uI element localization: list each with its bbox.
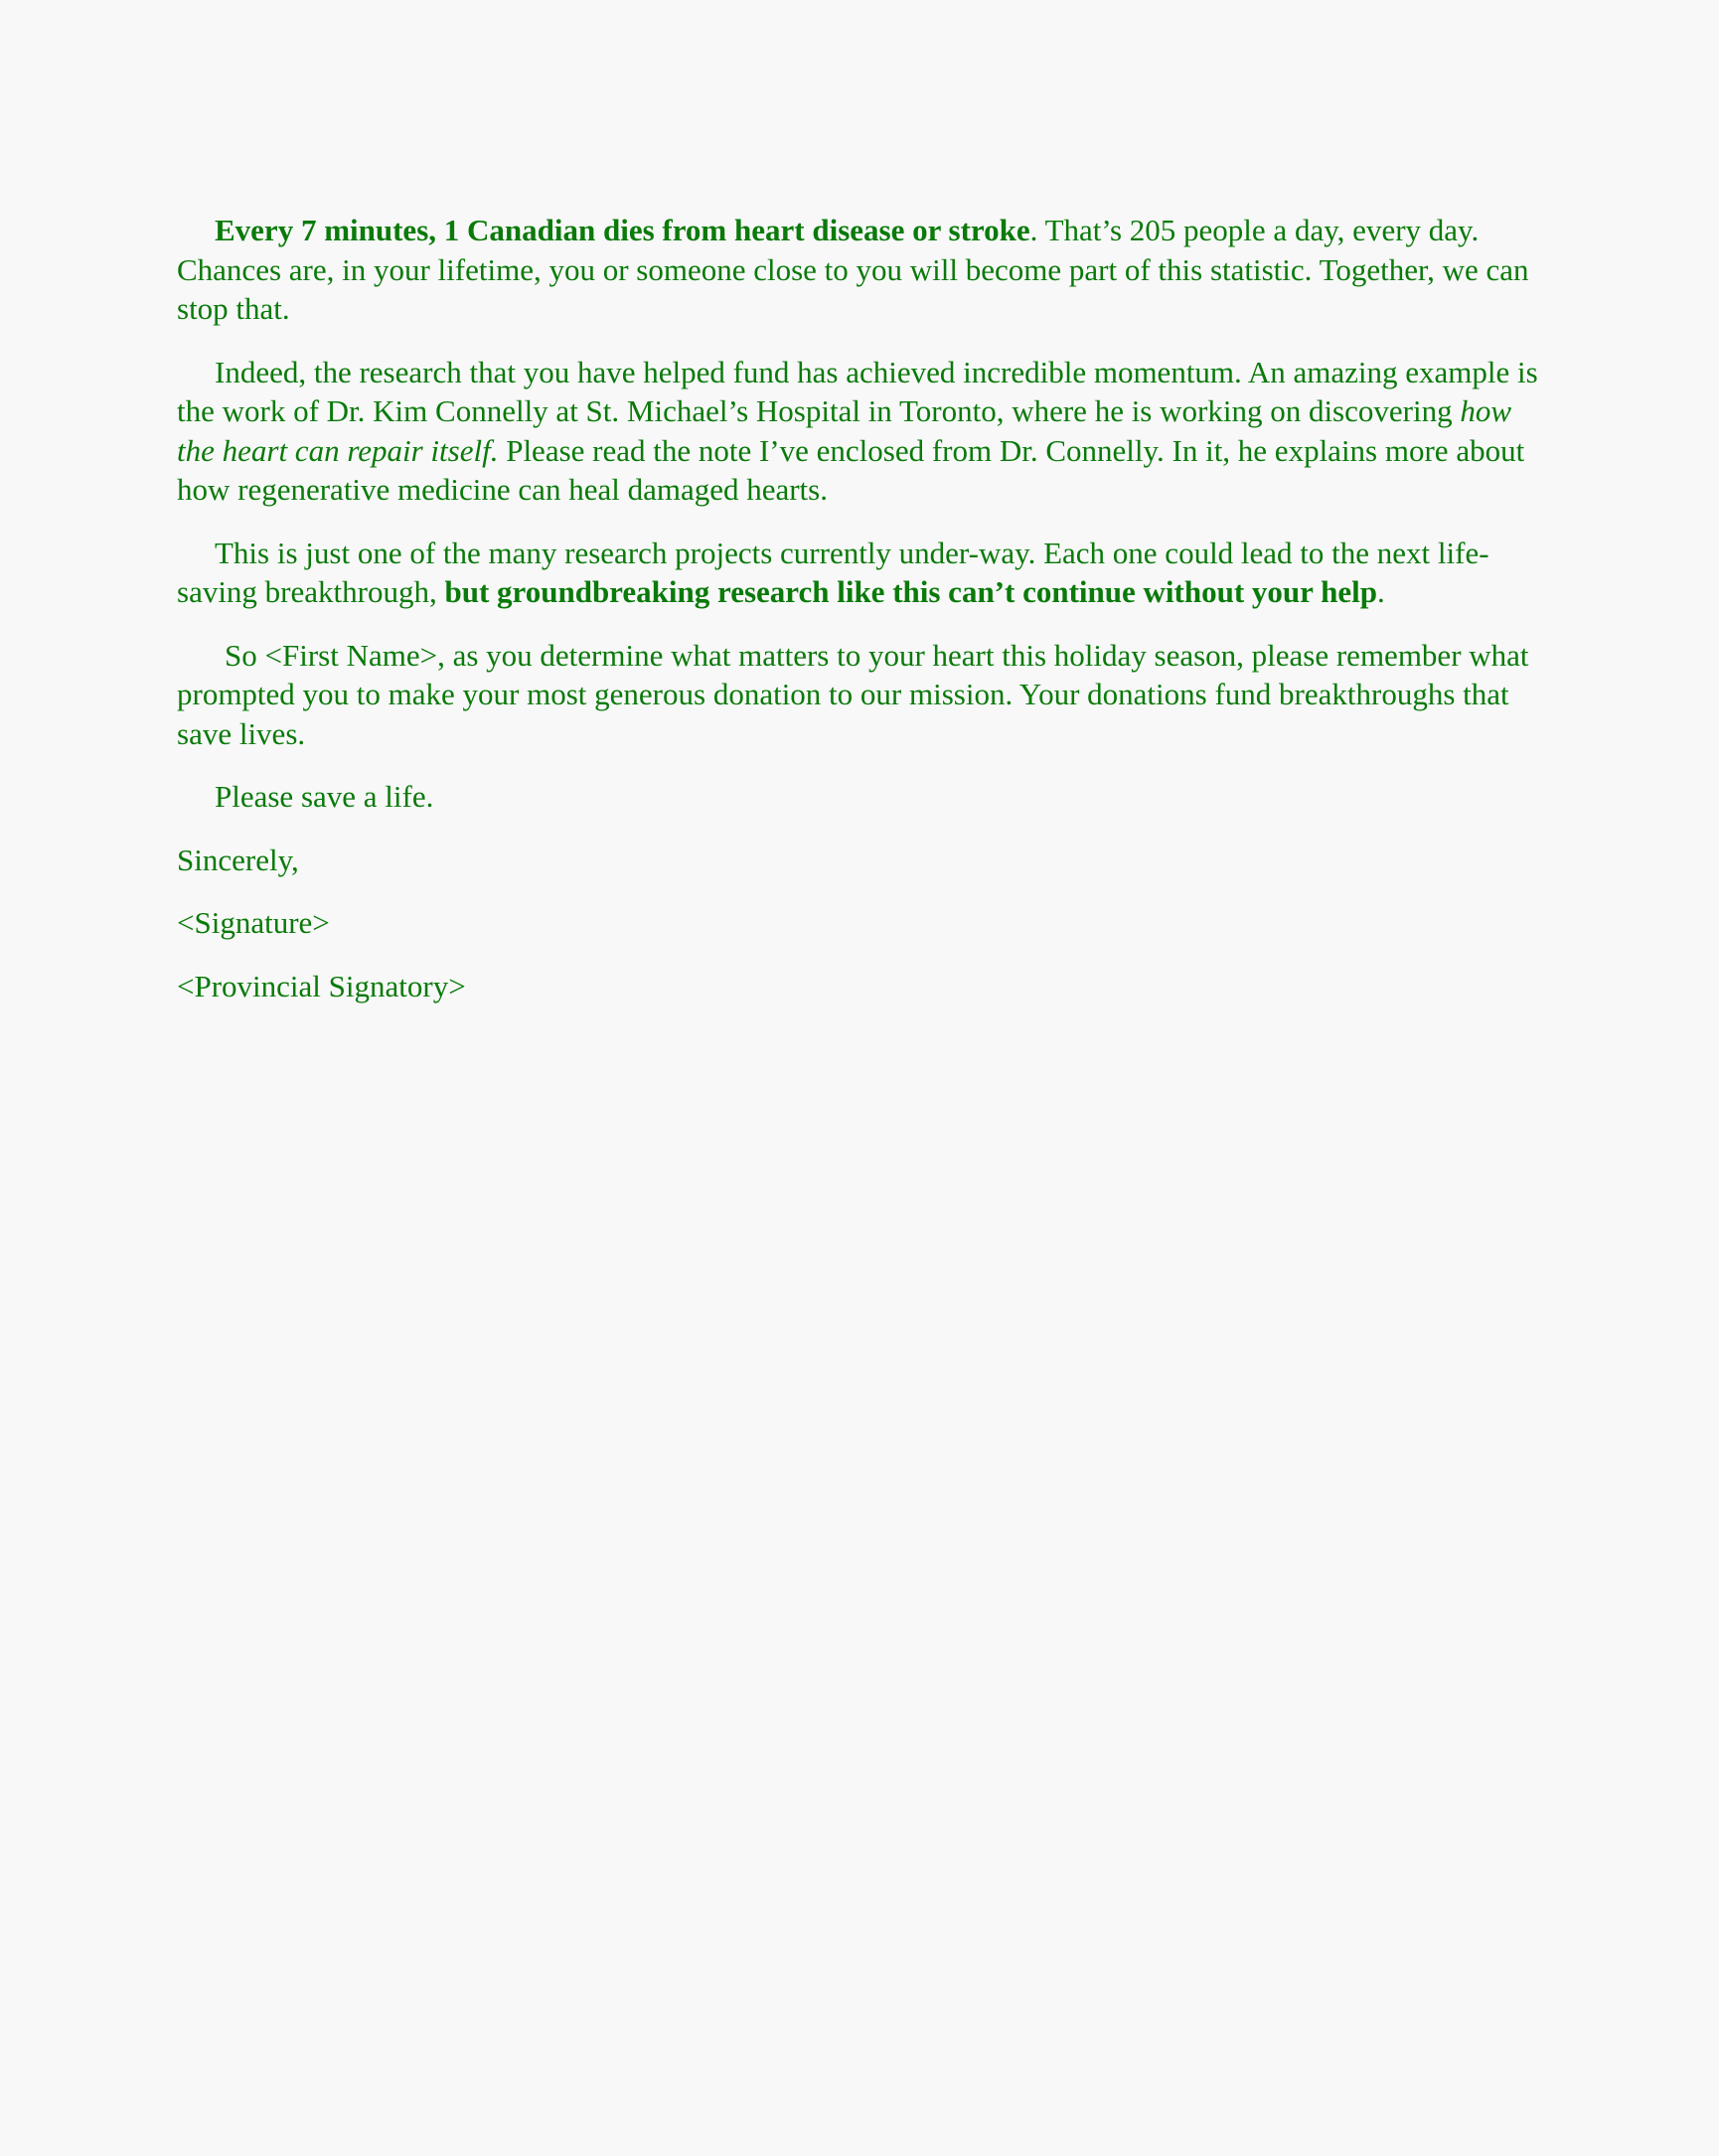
paragraph-appeal: So <First Name>, as you determine what matters to your heart this holiday season, please remember what prompted you to make your most generous donation to our mission. Your donations fund breakthroughs that save lives. — [177, 637, 1529, 751]
projects-emphasis: but groundbreaking research like this can’t continue without your help — [444, 574, 1377, 609]
signatory-placeholder: <Provincial Signatory> — [177, 968, 466, 1003]
paragraph-research — [177, 353, 1548, 510]
statistic-emphasis: Every 7 minutes, 1 Canadian dies from heart disease or stroke — [215, 213, 1030, 247]
statistic-text: . That’s 205 people a day, every day. Chances are, in your lifetime, you or someone close to you will become part of this statistic. Together, we can stop that. — [177, 213, 1529, 326]
letter-body — [177, 211, 1548, 1029]
paragraph-save-life: Please save a life. — [215, 779, 434, 814]
closing: Sincerely, — [177, 842, 299, 877]
paragraph-projects — [177, 534, 1548, 612]
research-text: Indeed, the research that you have helped fund has achieved incredible momentum. An amazing example is the work of Dr. Kim Connelly at St. Michael’s Hospital in Toronto, where he is working on discovering — [177, 354, 1538, 428]
signature-placeholder: <Signature> — [177, 905, 330, 940]
paragraph-statistic — [177, 211, 1548, 329]
research-italic: how the heart can repair itself. — [177, 393, 1512, 468]
research-text-end: Please read the note I’ve enclosed from Dr. Connelly. In it, he explains more about how regenerative medicine can heal damaged hearts. — [177, 432, 1525, 507]
projects-text-end: . — [1376, 574, 1385, 609]
projects-text: This is just one of the many research projects currently under-way. Each one could lead to the next life-saving breakthrough, — [177, 535, 1489, 609]
